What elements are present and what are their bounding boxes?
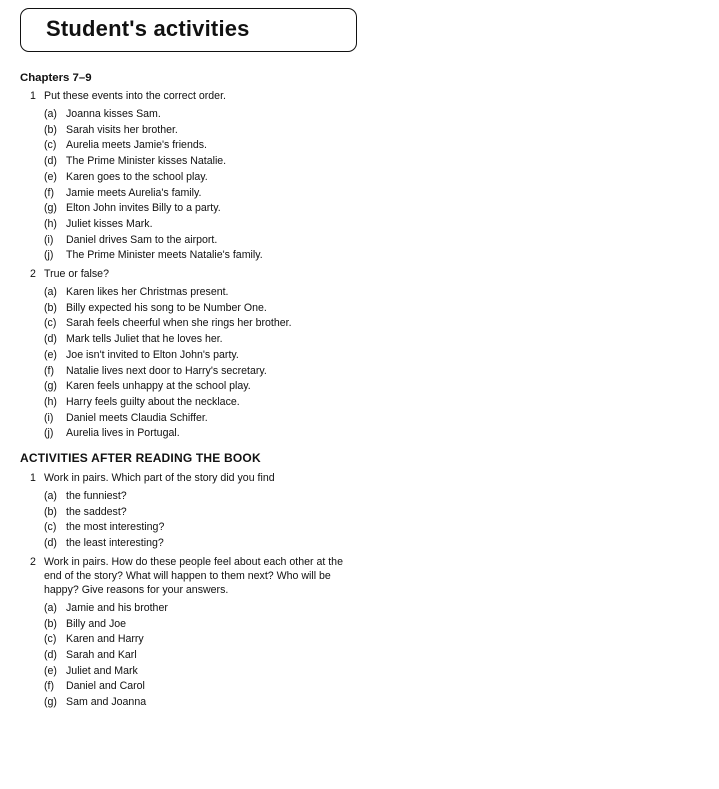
section-heading-after-reading: ACTIVITIES AFTER READING THE BOOK bbox=[20, 451, 261, 466]
item-text: the saddest? bbox=[66, 505, 127, 518]
list-item bbox=[44, 505, 360, 521]
list-item bbox=[44, 217, 360, 233]
item-text: Sarah feels cheerful when she rings her brother. bbox=[66, 317, 292, 330]
item-label: (c) bbox=[44, 521, 57, 534]
item-text: Daniel and Carol bbox=[66, 680, 145, 693]
list-item bbox=[44, 186, 360, 202]
list-item bbox=[44, 233, 360, 249]
item-label: (f) bbox=[44, 364, 54, 377]
question-text: Put these events into the correct order. bbox=[44, 90, 226, 102]
question bbox=[30, 555, 360, 597]
item-text: Sarah visits her brother. bbox=[66, 123, 178, 136]
section-heading-chapters: Chapters 7–9 bbox=[20, 72, 92, 84]
list-item bbox=[44, 664, 360, 680]
item-text: Juliet kisses Mark. bbox=[66, 217, 153, 230]
item-label: (d) bbox=[44, 648, 57, 661]
item-label: (g) bbox=[44, 380, 57, 393]
question-text: Work in pairs. How do these people feel about each other at the end of the story? What will happen to them next? Who will be happy? Give reasons for your answers. bbox=[44, 555, 343, 596]
item-text: Joanna kisses Sam. bbox=[66, 108, 161, 120]
question bbox=[30, 267, 360, 281]
list-item bbox=[44, 107, 360, 123]
list-item bbox=[44, 154, 360, 170]
item-text: Joe isn't invited to Elton John's party. bbox=[66, 348, 239, 361]
list-item bbox=[44, 170, 360, 186]
list-item bbox=[44, 248, 360, 264]
section-after-reading bbox=[20, 471, 360, 711]
item-label: (e) bbox=[44, 348, 57, 361]
list-item bbox=[44, 520, 360, 536]
item-text: Daniel meets Claudia Schiffer. bbox=[66, 411, 208, 424]
item-text: Elton John invites Billy to a party. bbox=[66, 202, 221, 215]
item-label: (b) bbox=[44, 301, 57, 314]
list-item bbox=[44, 632, 360, 648]
list-item bbox=[44, 332, 360, 348]
answer-list bbox=[20, 285, 360, 442]
list-item bbox=[44, 301, 360, 317]
item-text: Juliet and Mark bbox=[66, 664, 138, 677]
item-text: Natalie lives next door to Harry's secretary. bbox=[66, 364, 267, 377]
question-number: 1 bbox=[30, 472, 36, 485]
question-number: 2 bbox=[30, 555, 36, 568]
item-text: The Prime Minister meets Natalie's family. bbox=[66, 249, 263, 262]
list-item bbox=[44, 489, 360, 505]
list-item bbox=[44, 648, 360, 664]
question bbox=[30, 89, 360, 103]
item-label: (g) bbox=[44, 202, 57, 215]
list-item bbox=[44, 138, 360, 154]
title-box bbox=[20, 8, 357, 52]
item-text: Sarah and Karl bbox=[66, 648, 137, 661]
list-item bbox=[44, 285, 360, 301]
item-text: Billy and Joe bbox=[66, 617, 127, 630]
item-label: (e) bbox=[44, 664, 57, 677]
question-number: 2 bbox=[30, 268, 36, 281]
item-label: (a) bbox=[44, 286, 57, 299]
item-text: Aurelia lives in Portugal. bbox=[66, 427, 180, 440]
item-text: Billy expected his song to be Number One. bbox=[66, 301, 267, 314]
item-label: (a) bbox=[44, 601, 57, 614]
item-label: (f) bbox=[44, 680, 54, 693]
answer-list bbox=[20, 601, 360, 711]
item-label: (c) bbox=[44, 139, 57, 152]
list-item bbox=[44, 201, 360, 217]
item-label: (j) bbox=[44, 249, 54, 262]
list-item bbox=[44, 316, 360, 332]
question-text: True or false? bbox=[44, 268, 109, 281]
item-label: (j) bbox=[44, 427, 54, 440]
item-label: (g) bbox=[44, 696, 57, 709]
list-item bbox=[44, 395, 360, 411]
item-label: (d) bbox=[44, 333, 57, 346]
question bbox=[30, 471, 360, 485]
item-label: (b) bbox=[44, 505, 57, 518]
item-label: (a) bbox=[44, 108, 57, 120]
item-text: Harry feels guilty about the necklace. bbox=[66, 395, 240, 408]
item-label: (b) bbox=[44, 123, 57, 136]
item-label: (c) bbox=[44, 317, 57, 330]
item-label: (h) bbox=[44, 395, 57, 408]
item-label: (i) bbox=[44, 233, 54, 246]
item-label: (f) bbox=[44, 186, 54, 199]
list-item bbox=[44, 601, 360, 617]
item-text: Aurelia meets Jamie's friends. bbox=[66, 139, 207, 152]
list-item bbox=[44, 364, 360, 380]
answer-list bbox=[20, 489, 360, 552]
item-text: Jamie and his brother bbox=[66, 601, 168, 614]
item-text: Karen likes her Christmas present. bbox=[66, 286, 229, 299]
answer-list bbox=[20, 107, 360, 264]
question-text: Work in pairs. Which part of the story did you find bbox=[44, 472, 275, 485]
list-item bbox=[44, 411, 360, 427]
item-label: (e) bbox=[44, 170, 57, 183]
item-text: the funniest? bbox=[66, 490, 127, 503]
item-label: (c) bbox=[44, 633, 57, 646]
item-text: Karen feels unhappy at the school play. bbox=[66, 380, 251, 393]
list-item bbox=[44, 617, 360, 633]
item-label: (i) bbox=[44, 411, 54, 424]
item-text: Sam and Joanna bbox=[66, 696, 147, 709]
list-item bbox=[44, 695, 360, 711]
question-number: 1 bbox=[30, 90, 36, 102]
item-text: Jamie meets Aurelia's family. bbox=[66, 186, 202, 199]
list-item bbox=[44, 348, 360, 364]
list-item bbox=[44, 123, 360, 139]
page-title: Student's activities bbox=[46, 16, 250, 41]
item-text: the most interesting? bbox=[66, 521, 165, 534]
list-item bbox=[44, 379, 360, 395]
item-label: (h) bbox=[44, 217, 57, 230]
item-label: (d) bbox=[44, 537, 57, 550]
item-label: (a) bbox=[44, 490, 57, 503]
list-item bbox=[44, 426, 360, 442]
item-text: Mark tells Juliet that he loves her. bbox=[66, 333, 223, 346]
section-chapters bbox=[20, 89, 360, 442]
item-label: (b) bbox=[44, 617, 57, 630]
list-item bbox=[44, 679, 360, 695]
item-text: Karen and Harry bbox=[66, 633, 144, 646]
activities-content bbox=[20, 72, 360, 714]
list-item bbox=[44, 536, 360, 552]
item-text: Daniel drives Sam to the airport. bbox=[66, 233, 218, 246]
item-label: (d) bbox=[44, 155, 57, 168]
item-text: the least interesting? bbox=[66, 537, 164, 550]
item-text: Karen goes to the school play. bbox=[66, 170, 208, 183]
item-text: The Prime Minister kisses Natalie. bbox=[66, 155, 227, 168]
